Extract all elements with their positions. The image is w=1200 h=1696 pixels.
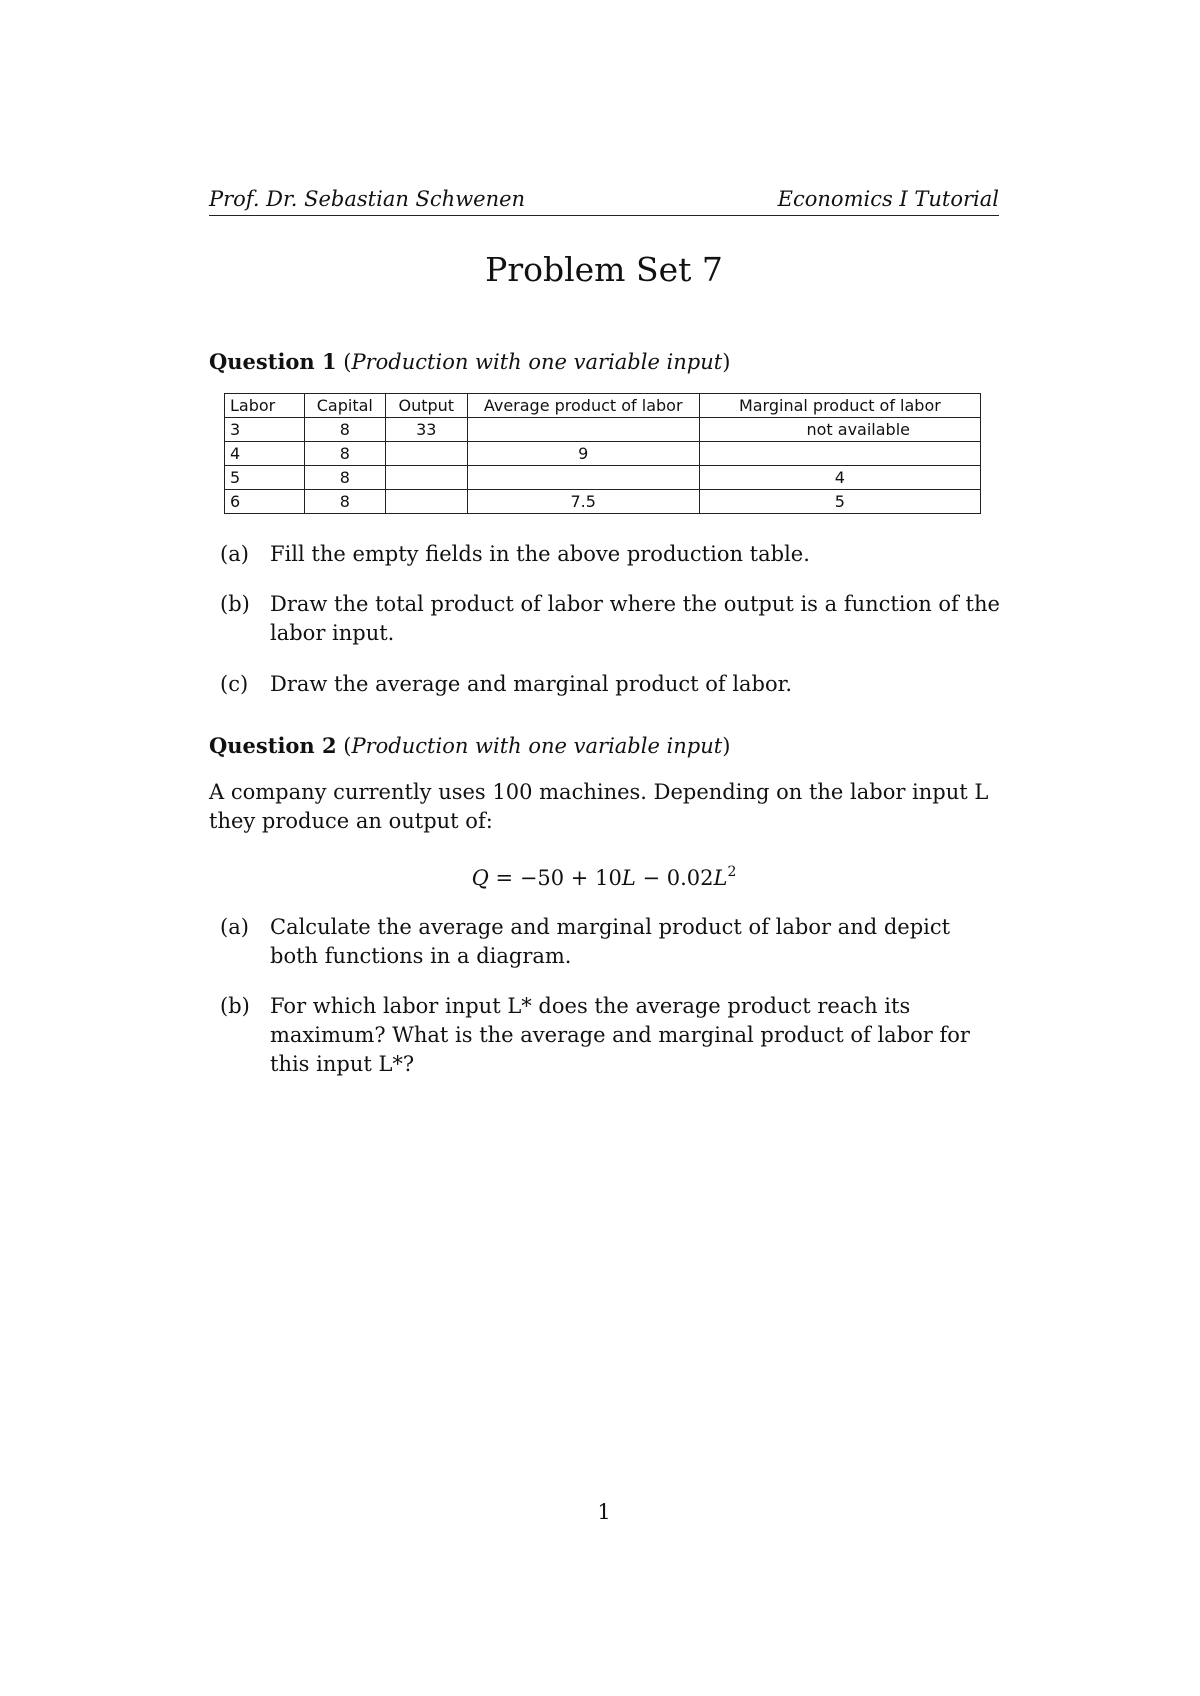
question-1-topic: Production with one variable input (351, 350, 723, 374)
table-cell: 4 (699, 466, 980, 490)
table-header-cell: Labor (225, 394, 305, 418)
table-header-cell: Output (385, 394, 467, 418)
table-cell: 3 (225, 418, 305, 442)
item-text: Draw the average and marginal product of labor. (270, 672, 793, 696)
equation-rhs: = −50 + 10 (495, 866, 622, 890)
question-2-topic: Production with one variable input (351, 734, 723, 758)
item-text: Draw the total product of labor where the output is a function of the labor input. (270, 592, 1000, 645)
table-cell (385, 490, 467, 514)
table-row (225, 466, 981, 490)
item-label: (a) (220, 915, 249, 939)
table-row (225, 490, 981, 514)
table-cell: 5 (699, 490, 980, 514)
table-cell: 8 (304, 490, 385, 514)
item-label: (b) (220, 994, 250, 1018)
table-cell: 8 (304, 418, 385, 442)
table-cell: 9 (467, 442, 699, 466)
equation-lhs: Q (471, 866, 489, 890)
header-course: Economics I Tutorial (777, 187, 999, 211)
page-title: Problem Set 7 (485, 250, 723, 289)
question-1-label: Question 1 (209, 349, 337, 374)
header-author: Prof. Dr. Sebastian Schwenen (209, 187, 526, 211)
table-cell (385, 466, 467, 490)
table-cell: 7.5 (467, 490, 699, 514)
table-header-cell: Average product of labor (467, 394, 699, 418)
item-text: Calculate the average and marginal product of labor and depict both functions in a diagram. (270, 915, 951, 968)
table-row (225, 418, 981, 442)
table-cell (467, 418, 699, 442)
item-text: For which labor input L* does the average product reach its maximum? What is the average and marginal product of labor for this input L*? (270, 994, 970, 1076)
question-1-heading: Question 1 (Production with one variable input) (209, 349, 731, 374)
question-2-label: Question 2 (209, 733, 337, 758)
running-header (209, 183, 999, 216)
table-cell: 8 (304, 442, 385, 466)
output-equation (209, 858, 999, 893)
table-header-cell: Marginal product of labor (699, 394, 980, 418)
item-label: (b) (220, 592, 250, 616)
table-cell (699, 442, 980, 466)
page-number: 1 (597, 1500, 611, 1524)
production-table (224, 393, 981, 514)
table-cell: 5 (225, 466, 305, 490)
table-header-cell: Capital (304, 394, 385, 418)
equation-var: L (713, 866, 728, 890)
item-text: Fill the empty fields in the above production table. (270, 542, 810, 566)
table-cell (467, 466, 699, 490)
table-cell: 4 (225, 442, 305, 466)
equation-mid: − 0.02 (635, 866, 714, 890)
equation-exponent: 2 (727, 864, 737, 880)
table-cell: 33 (385, 418, 467, 442)
table-header-row (225, 394, 981, 418)
item-label: (c) (220, 672, 249, 696)
table-row (225, 442, 981, 466)
equation-var: L (621, 866, 636, 890)
table-cell (385, 442, 467, 466)
table-cell: 8 (304, 466, 385, 490)
item-label: (a) (220, 542, 249, 566)
question-2-heading: Question 2 (Production with one variable input) (209, 733, 731, 758)
table-cell: 6 (225, 490, 305, 514)
table-cell: not available (699, 418, 980, 442)
question-2-intro: A company currently uses 100 machines. Depending on the labor input L they produce an output of: (209, 780, 989, 833)
